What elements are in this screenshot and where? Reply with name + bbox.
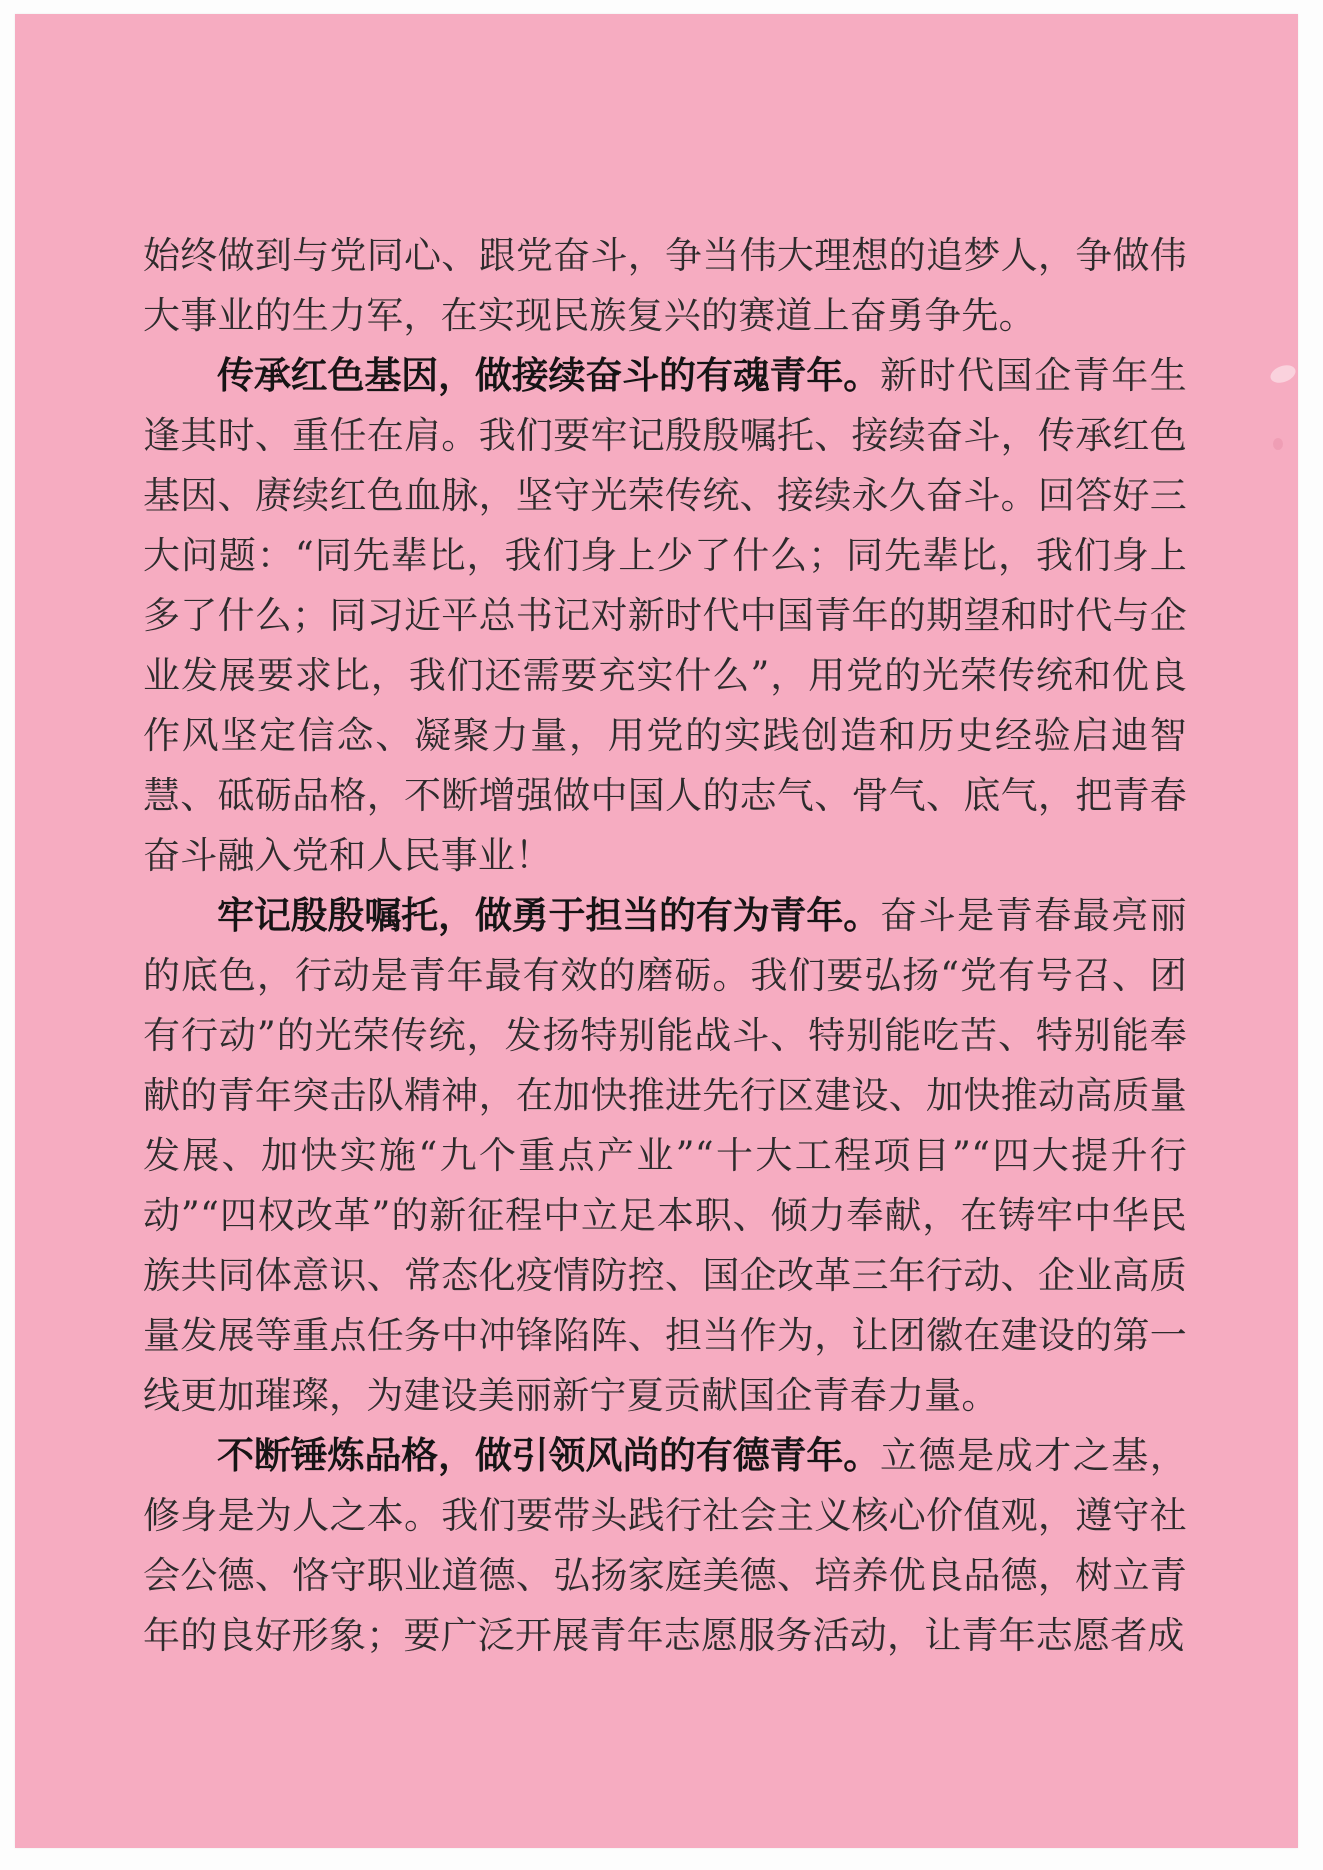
document-text-block <box>143 226 1187 1666</box>
paragraph-heading: 传承红色基因，做接续奋斗的有魂青年。 <box>217 354 881 397</box>
paragraph-red-gene <box>143 346 1187 886</box>
paragraph-responsibility <box>143 886 1187 1426</box>
paper-blemish <box>1273 438 1283 450</box>
paper-blemish <box>1268 362 1298 386</box>
paragraph-text: 始终做到与党同心、跟党奋斗，争当伟大理想的追梦人，争做伟大事业的生力军，在实现民族复兴的赛道上奋勇争先。 <box>143 234 1187 337</box>
paragraph-text: 奋斗是青春最亮丽的底色，行动是青年最有效的磨砺。我们要弘扬“党有号召、团有行动”的光荣传统，发扬特别能战斗、特别能吃苦、特别能奉献的青年突击队精神，在加快推进先行区建设、加快推动高质量发展、加快实施“九个重点产业”“十大工程项目”“四大提升行动”“四权改革”的新征程中立足本职、倾力奉献，在铸牢中华民族共同体意识、常态化疫情防控、国企改革三年行动、企业高质量发展等重点任务中冲锋陷阵、担当作为，让团徽在建设的第一线更加璀璨，为建设美丽新宁夏贡献国企青春力量。 <box>143 894 1187 1417</box>
pink-paper-sheet <box>15 14 1298 1848</box>
paragraph-text: 新时代国企青年生逢其时、重任在肩。我们要牢记殷殷嘱托、接续奋斗，传承红色基因、赓续红色血脉，坚守光荣传统、接续永久奋斗。回答好三大问题：“同先辈比，我们身上少了什么；同先辈比，我们身上多了什么；同习近平总书记对新时代中国青年的期望和时代与企业发展要求比，我们还需要充实什么”，用党的光荣传统和优良作风坚定信念、凝聚力量，用党的实践创造和历史经验启迪智慧、砥砺品格，不断增强做中国人的志气、骨气、底气，把青春奋斗融入党和人民事业！ <box>143 354 1187 877</box>
paragraph-heading: 牢记殷殷嘱托，做勇于担当的有为青年。 <box>217 894 881 937</box>
paragraph-text: 立德是成才之基，修身是为人之本。我们要带头践行社会主义核心价值观，遵守社会公德、恪守职业道德、弘扬家庭美德、培养优良品德，树立青年的良好形象；要广泛开展青年志愿服务活动，让青年志愿者成 <box>143 1434 1187 1657</box>
paragraph-continuation <box>143 226 1187 346</box>
paragraph-character <box>143 1426 1187 1666</box>
paragraph-heading: 不断锤炼品格，做引领风尚的有德青年。 <box>217 1434 881 1477</box>
